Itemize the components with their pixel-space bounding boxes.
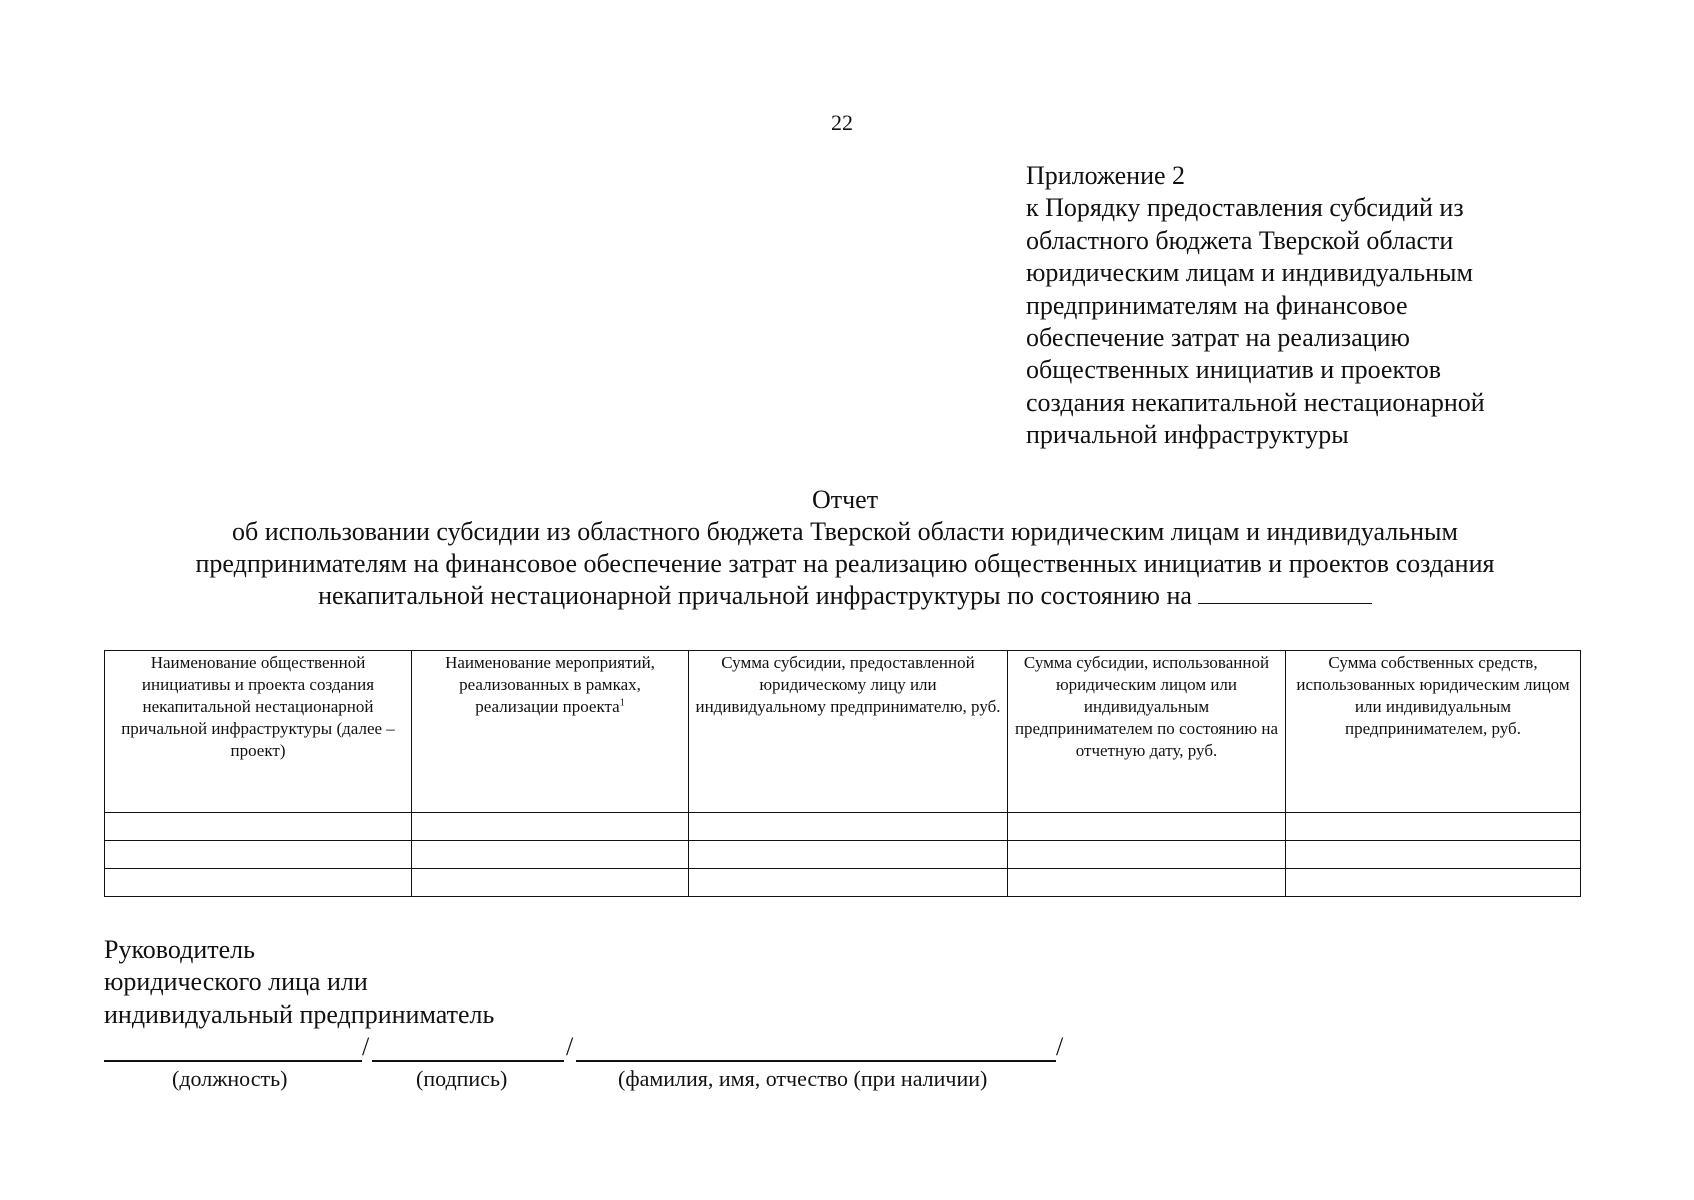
appendix-line: создания некапитальной нестационарной <box>1026 387 1485 417</box>
separator-slash: / <box>362 1032 370 1061</box>
separator-slash: / <box>566 1032 574 1061</box>
report-table <box>104 650 1581 897</box>
table-cell[interactable] <box>105 841 412 869</box>
table-row <box>105 841 1581 869</box>
table-cell[interactable] <box>689 813 1008 841</box>
position-caption: (должность) <box>172 1066 288 1091</box>
full-name-caption: (фамилия, имя, отчество (при наличии) <box>618 1066 988 1091</box>
table-cell[interactable] <box>412 841 689 869</box>
table-cell[interactable] <box>1008 841 1286 869</box>
table-cell[interactable] <box>412 813 689 841</box>
appendix-line: предпринимателям на финансовое <box>1026 290 1408 320</box>
signature-caption: (подпись) <box>416 1066 508 1091</box>
report-title-line-with-date <box>120 580 1570 612</box>
appendix-line: обеспечение затрат на реализацию <box>1026 323 1410 353</box>
column-header-project: Наименование общественной инициативы и проекта создания некапитальной нестационарной причальной инфраструктуры (далее – проект) <box>105 651 412 813</box>
footnote-marker: 1 <box>619 697 625 709</box>
appendix-line: общественных инициатив и проектов <box>1026 355 1442 385</box>
signatory-title-line: юридического лица или <box>104 967 368 997</box>
appendix-line: юридическим лицам и индивидуальным <box>1026 258 1473 288</box>
report-title-line: некапитальной нестационарной причальной инфраструктуры по состоянию на <box>318 581 1192 610</box>
table-cell[interactable] <box>1008 813 1286 841</box>
table-row <box>105 813 1581 841</box>
appendix-line: к Порядку предоставления субсидий из <box>1026 193 1464 223</box>
column-header-subsidy-granted: Сумма субсидии, предоставленной юридическому лицу или индивидуальному предпринимателю, руб. <box>689 651 1008 813</box>
report-title-line: об использовании субсидии из областного бюджета Тверской области юридическим лицам и индивидуальным <box>232 517 1458 546</box>
table-cell[interactable] <box>105 869 412 897</box>
column-header-own-funds: Сумма собственных средств, использованных юридическим лицом или индивидуальным предпринимателем, руб. <box>1286 651 1581 813</box>
position-line[interactable] <box>104 1060 362 1062</box>
appendix-line: областного бюджета Тверской области <box>1026 225 1454 255</box>
page-number: 22 <box>831 110 853 135</box>
table-cell[interactable] <box>105 813 412 841</box>
report-date-blank[interactable] <box>1198 581 1372 604</box>
report-title-line: предпринимателям на финансовое обеспечение затрат на реализацию общественных инициатив и проектов создания <box>195 549 1495 578</box>
appendix-title: Приложение 2 <box>1026 161 1186 190</box>
table-cell[interactable] <box>1008 869 1286 897</box>
column-header-activities <box>412 651 689 813</box>
full-name-line[interactable] <box>576 1060 1056 1062</box>
appendix-block <box>1026 160 1586 452</box>
table-row <box>105 869 1581 897</box>
table-header-row <box>105 651 1581 813</box>
table-cell[interactable] <box>689 841 1008 869</box>
signatory-title-line: Руководитель <box>104 935 255 964</box>
table-cell[interactable] <box>1286 841 1581 869</box>
separator-slash: / <box>1056 1032 1064 1061</box>
column-header-subsidy-used: Сумма субсидии, использованной юридическим лицом или индивидуальным предпринимателем по состоянию на отчетную дату, руб. <box>1008 651 1286 813</box>
signature-block <box>104 934 494 1031</box>
column-header-activities-label: Наименование мероприятий, реализованных в рамках, реализации проекта <box>445 653 655 716</box>
report-title-block <box>120 484 1570 612</box>
signatory-title-line: индивидуальный предприниматель <box>104 999 495 1029</box>
table-cell[interactable] <box>1286 869 1581 897</box>
signature-line[interactable] <box>372 1060 564 1062</box>
table-cell[interactable] <box>412 869 689 897</box>
appendix-line: причальной инфраструктуры <box>1026 420 1349 450</box>
table-cell[interactable] <box>1286 813 1581 841</box>
table-cell[interactable] <box>689 869 1008 897</box>
report-heading: Отчет <box>811 485 879 514</box>
